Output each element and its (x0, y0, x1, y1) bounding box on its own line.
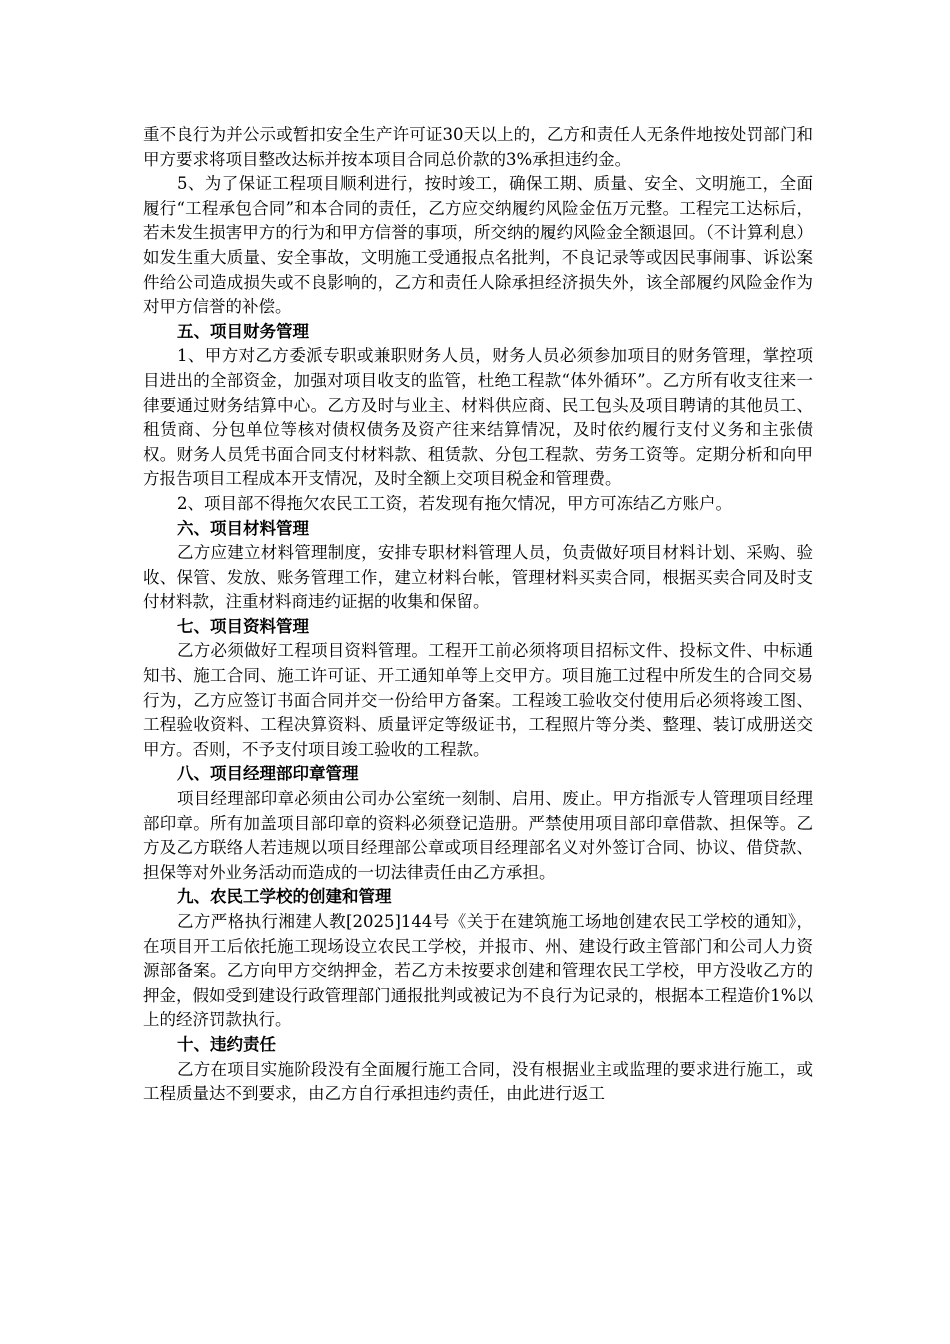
paragraph-clause-5: 5、为了保证工程项目顺利进行，按时竣工，确保工期、质量、安全、文明施工，全面履行“工程承包合同”和本合同的责任，乙方应交纳履约风险金伍万元整。工程完工达标后，若未发生损害甲方的行为和甲方信誉的事项，所交纳的履约风险金全额退回。（不计算利息）如发生重大质量、安全事故，文明施工受通报点名批判，不良记录等或因民事闹事、诉讼案件给公司造成损失或不良影响的，乙方和责任人除承担经济损失外，该全部履约风险金作为对甲方信誉的补偿。 (143, 174, 813, 317)
paragraph-worker-school: 乙方严格执行湘建人教[2025]144号《关于在建筑施工场地创建农民工学校的通知》，在项目开工后依托施工现场设立农民工学校，并报市、州、建设行政主管部门和公司人力资源部备案。乙方向甲方交纳押金，若乙方未按要求创建和管理农民工学校，甲方没收乙方的押金，假如受到建设行政管理部门通报批判或被记为不良行为记录的，根据本工程造价1%以上的经济罚款执行。 (143, 912, 813, 1030)
section-heading-8: 八、项目经理部印章管理 (177, 764, 359, 784)
paragraph-documents: 乙方必须做好工程项目资料管理。工程开工前必须将项目招标文件、投标文件、中标通知书、施工合同、施工许可证、开工通知单等上交甲方。项目施工过程中所发生的合同交易行为，乙方应签订书面合同并交一份给甲方备案。工程竣工验收交付使用后必须将竣工图、工程验收资料、工程决算资料、质量评定等级证书，工程照片等分类、整理、装订成册送交甲方。否则，不予支付项目竣工验收的工程款。 (143, 641, 813, 759)
section-heading-10: 十、违约责任 (177, 1034, 276, 1054)
section-heading-7: 七、项目资料管理 (177, 616, 309, 636)
section-heading-5: 五、项目财务管理 (177, 321, 309, 341)
paragraph-seal: 项目经理部印章必须由公司办公室统一刻制、启用、废止。甲方指派专人管理项目经理部印章。所有加盖项目部印章的资料必须登记造册。严禁使用项目部印章借款、担保等。乙方及乙方联络人若违规以项目经理部公章或项目经理部名义对外签订合同、协议、借贷款、担保等对外业务活动而造成的一切法律责任由乙方承担。 (143, 789, 813, 882)
paragraph-finance-1: 1、甲方对乙方委派专职或兼职财务人员，财务人员必须参加项目的财务管理，掌控项目进出的全部资金，加强对项目收支的监管，杜绝工程款“体外循环”。乙方所有收支往来一律要通过财务结算中心。乙方及时与业主、材料供应商、民工包头及项目聘请的其他员工、租赁商、分包单位等核对债权债务及资产往来结算情况，及时依约履行支付义务和主张债权。财务人员凭书面合同支付材料款、租赁款、分包工程款、劳务工资等。定期分析和向甲方报告项目工程成本开支情况，及时全额上交项目税金和管理费。 (143, 346, 813, 489)
section-heading-6: 六、项目材料管理 (177, 518, 309, 538)
section-heading-9: 九、农民工学校的创建和管理 (177, 887, 392, 907)
paragraph-finance-2: 2、项目部不得拖欠农民工工资，若发现有拖欠情况，甲方可冻结乙方账户。 (177, 493, 732, 513)
paragraph-continuation: 重不良行为并公示或暂扣安全生产许可证30天以上的，乙方和责任人无条件地按处罚部门和甲方要求将项目整改达标并按本项目合同总价款的3%承担违约金。 (143, 125, 813, 169)
paragraph-materials: 乙方应建立材料管理制度，安排专职材料管理人员，负责做好项目材料计划、采购、验收、保管、发放、账务管理工作，建立材料台帐，管理材料买卖合同，根据买卖合同及时支付材料款，注重材料商违约证据的收集和保留。 (143, 543, 813, 612)
paragraph-liability: 乙方在项目实施阶段没有全面履行施工合同，没有根据业主或监理的要求进行施工，或工程质量达不到要求，由乙方自行承担违约责任，由此进行返工 (143, 1059, 813, 1104)
document-page (143, 123, 813, 1107)
